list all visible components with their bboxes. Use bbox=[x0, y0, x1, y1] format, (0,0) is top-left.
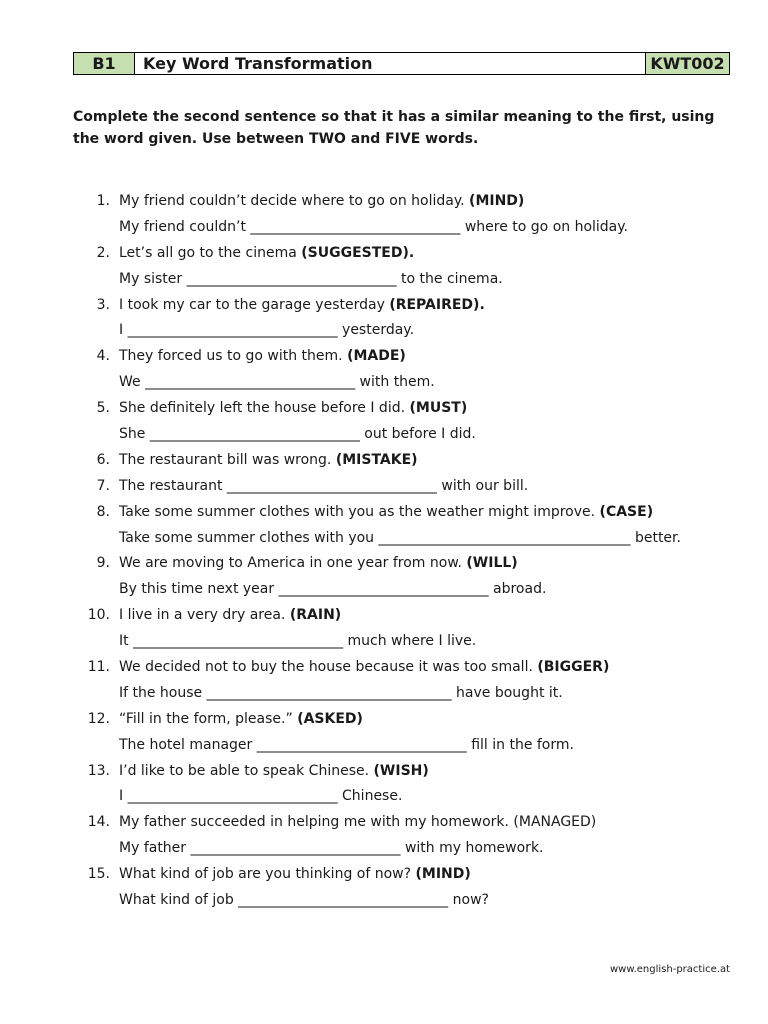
exercise-prompt-line bbox=[0, 862, 768, 888]
item-number: 3. bbox=[96, 296, 110, 313]
key-word: (MADE) bbox=[347, 348, 406, 365]
exercise-prompt-line bbox=[0, 396, 768, 422]
item-number: 15. bbox=[87, 866, 110, 883]
exercise-answer-line bbox=[0, 733, 768, 759]
item-number: 1. bbox=[96, 193, 110, 209]
prompt-sentence bbox=[119, 707, 363, 733]
key-word: (RAIN) bbox=[289, 607, 342, 624]
prompt-text: I’d like to be able to speak Chinese. bbox=[119, 762, 374, 779]
prompt-text: She definitely left the house before I did. bbox=[119, 400, 410, 417]
answer-sentence: My friend couldn’t ______________________________ where to go on holiday. bbox=[119, 218, 629, 235]
prompt-text: What kind of job are you thinking of now? bbox=[119, 866, 416, 883]
answer-sentence: If the house ___________________________________ have bought it. bbox=[119, 684, 563, 701]
key-word: (WILL) bbox=[466, 555, 518, 572]
exercise-prompt-line bbox=[0, 551, 768, 577]
footer-url: www.english-practice.at bbox=[609, 964, 730, 975]
prompt-sentence bbox=[119, 862, 471, 888]
exercise-prompt-line bbox=[0, 448, 768, 474]
key-word: (CASE) bbox=[599, 503, 654, 520]
item-number: 11. bbox=[87, 659, 110, 676]
item-number: 8. bbox=[96, 503, 110, 520]
exercise-prompt-line bbox=[0, 759, 768, 785]
exercise-prompt-line bbox=[0, 810, 768, 836]
answer-sentence: It ______________________________ much where I live. bbox=[119, 633, 477, 650]
worksheet-header bbox=[73, 52, 730, 75]
exercise-answer-line bbox=[0, 836, 768, 862]
item-number: 2. bbox=[96, 244, 110, 261]
prompt-text: We are moving to America in one year from now. bbox=[119, 555, 467, 572]
prompt-text: Let’s all go to the cinema bbox=[119, 244, 302, 261]
prompt-sentence bbox=[119, 293, 485, 319]
item-number: 7. bbox=[96, 477, 110, 494]
item-number: 14. bbox=[87, 814, 110, 831]
key-word: (MIND) bbox=[415, 866, 471, 883]
worksheet-code: KWT002 bbox=[646, 53, 729, 74]
prompt-text: I live in a very dry area. bbox=[119, 607, 290, 624]
exercise-answer-line bbox=[0, 577, 768, 603]
answer-sentence: The hotel manager ______________________________ fill in the form. bbox=[119, 736, 574, 753]
exercise-answer-line bbox=[0, 370, 768, 396]
key-word: (MUST) bbox=[409, 400, 468, 417]
answer-sentence: She ______________________________ out before I did. bbox=[119, 426, 476, 443]
prompt-sentence bbox=[119, 551, 518, 577]
exercise-prompt-line bbox=[0, 293, 768, 319]
item-number: 13. bbox=[87, 762, 110, 779]
key-word: (MIND) bbox=[469, 193, 525, 209]
answer-sentence: Take some summer clothes with you ____________________________________ better. bbox=[119, 529, 681, 546]
prompt-sentence bbox=[119, 759, 429, 785]
exercise-answer-line bbox=[0, 888, 768, 914]
exercise-answer-line bbox=[0, 422, 768, 448]
prompt-sentence bbox=[119, 344, 406, 370]
exercise-prompt-line bbox=[0, 603, 768, 629]
item-number: 12. bbox=[87, 710, 110, 727]
prompt-sentence bbox=[119, 241, 414, 267]
answer-sentence: I ______________________________ Chinese. bbox=[119, 788, 403, 805]
exercise-prompt-line bbox=[0, 500, 768, 526]
key-word: (BIGGER) bbox=[537, 659, 610, 676]
prompt-sentence bbox=[119, 810, 596, 836]
prompt-text: They forced us to go with them. bbox=[119, 348, 348, 365]
item-number: 4. bbox=[96, 348, 110, 365]
key-word: (WISH) bbox=[373, 762, 429, 779]
prompt-text: “Fill in the form, please.” bbox=[119, 710, 298, 727]
prompt-sentence bbox=[119, 189, 524, 215]
prompt-text: Take some summer clothes with you as the weather might improve. bbox=[119, 503, 600, 520]
answer-sentence: My father ______________________________ with my homework. bbox=[119, 840, 544, 857]
prompt-text: I took my car to the garage yesterday bbox=[119, 296, 390, 313]
exercise-prompt-line bbox=[0, 655, 768, 681]
exercise-answer-line bbox=[0, 784, 768, 810]
prompt-sentence bbox=[119, 603, 341, 629]
key-word: (SUGGESTED). bbox=[301, 244, 415, 261]
exercise-prompt-line bbox=[0, 344, 768, 370]
answer-sentence: My sister ______________________________ to the cinema. bbox=[119, 270, 503, 287]
exercise-answer-line bbox=[0, 629, 768, 655]
key-word: (MISTAKE) bbox=[335, 451, 418, 468]
worksheet-title: Key Word Transformation bbox=[135, 53, 646, 74]
level-label: B1 bbox=[74, 53, 135, 74]
exercise-answer-line bbox=[0, 526, 768, 552]
exercise-answer-line bbox=[0, 681, 768, 707]
prompt-sentence bbox=[119, 500, 653, 526]
prompt-sentence bbox=[119, 448, 418, 474]
instructions: Complete the second sentence so that it has a similar meaning to the first, using the word given. Use between TWO and FIVE words. bbox=[73, 109, 715, 147]
exercise-list bbox=[0, 189, 768, 914]
prompt-sentence bbox=[119, 655, 609, 681]
exercise-prompt-line bbox=[0, 241, 768, 267]
exercise-answer-line bbox=[0, 318, 768, 344]
exercise-prompt-line bbox=[0, 707, 768, 733]
item-number: 9. bbox=[96, 555, 110, 572]
answer-sentence: We ______________________________ with them. bbox=[119, 374, 435, 391]
key-word: (ASKED) bbox=[297, 710, 363, 727]
prompt-text: My friend couldn’t decide where to go on holiday. bbox=[119, 193, 470, 209]
item-number: 10. bbox=[87, 607, 110, 624]
exercise-answer-line bbox=[0, 215, 768, 241]
prompt-text: We decided not to buy the house because it was too small. bbox=[119, 659, 538, 676]
exercise-answer-line bbox=[0, 267, 768, 293]
prompt-sentence bbox=[119, 396, 467, 422]
key-word: (REPAIRED). bbox=[389, 296, 485, 313]
item-number: 6. bbox=[96, 451, 110, 468]
answer-sentence: What kind of job ______________________________ now? bbox=[119, 892, 489, 909]
answer-sentence: By this time next year ______________________________ abroad. bbox=[119, 581, 547, 598]
exercise-prompt-line bbox=[0, 474, 768, 500]
prompt-text: The restaurant ______________________________ with our bill. bbox=[119, 477, 529, 494]
prompt-sentence bbox=[119, 474, 528, 500]
prompt-text: My father succeeded in helping me with my homework. (MANAGED) bbox=[119, 814, 597, 831]
exercise-prompt-line bbox=[0, 189, 768, 215]
answer-sentence: I ______________________________ yesterday. bbox=[119, 322, 415, 339]
prompt-text: The restaurant bill was wrong. bbox=[119, 451, 336, 468]
item-number: 5. bbox=[96, 400, 110, 417]
